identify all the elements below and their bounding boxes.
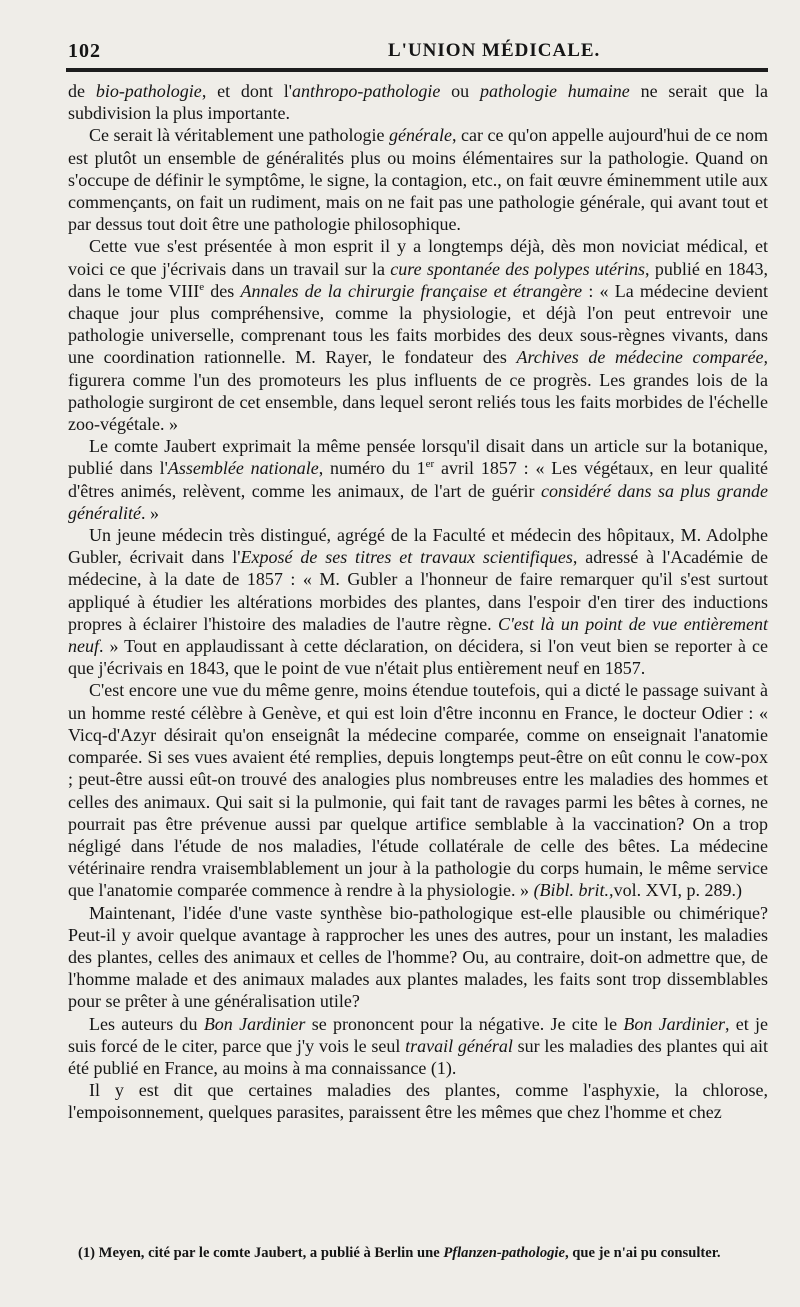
italic-text: considéré dans sa plus grande généralité [68,480,768,523]
italic-text: (Bibl. brit., [533,880,614,901]
text-run: . » Tout en applaudissant à cette déclaration, on décidera, si l'on veut bien se reporter à ce que j'écrivais en 1843, que le point de vue n'était plus entièrement neuf en 1857. [68,636,768,679]
text-run: vol. XVI, p. 289.) [613,880,743,901]
superscript: e [199,280,205,293]
text-run: ne serait que la subdivision la plus importante. [68,81,768,124]
italic-text: bio-pathologie [95,81,202,101]
text-run: , que je n'ai pu consulter. [564,1245,721,1261]
paragraph [68,1079,768,1123]
text-run: figurera comme l'un des promoteurs les plus influents de ce progrès. Les grandes lois de la pathologie surgiront de cet ensemble, dans lequel seront reliés tous les faits morbides de l'échelle zoo-végétale. » [68,369,768,435]
italic-text: Pflanzen-pathologie [443,1245,565,1261]
italic-text: pathologie humaine [479,81,630,101]
text-run: ou [440,81,480,101]
text-run: Il y est dit que certaines maladies des plantes, comme l'asphyxie, la chlorose, l'empoisonnement, quelques parasites, paraissent être les mêmes que chez l'homme et chez [68,1080,768,1123]
italic-text: C'est là un point de vue entièrement neuf [68,613,768,657]
page-number: 102 [68,40,101,62]
paragraph [68,679,768,901]
header-rule [66,68,768,72]
superscript: er [425,458,435,471]
text-run: Maintenant, l'idée d'une vaste synthèse bio-pathologique est-elle plausible ou chimérique? Peut-il y avoir quelque avantage à rapprocher les unes des autres, pour un instant, les maladies des plantes, celles des animaux et celles de l'homme? Ou, au contraire, doit-on admettre que, de l'homme malade et des animaux malades aux plantes malades, les faits sont trop dissemblables pour se prêter à une généralisation utile? [68,902,768,1012]
italic-text: générale [389,125,452,146]
italic-text: Annales de la chirurgie française et étrangère [240,280,583,301]
footnote [78,1244,768,1262]
text-run: Ce serait là véritablement une pathologie [89,125,389,146]
italic-text: cure spontanée des polypes utérins [390,258,645,279]
text-run: des [204,280,241,301]
text-run: se prononcent pour la négative. Je cite le [305,1013,624,1034]
paragraph [68,80,768,124]
italic-text: Bon Jardinier [623,1013,725,1034]
text-run: . » [140,502,159,523]
text-run: , et je suis forcé de le citer, parce que j'y vois le seul [68,1013,768,1056]
italic-text: Bon Jardinier [203,1013,306,1034]
text-run: , adressé à l'Académie de médecine, à la date de 1857 : « M. Gubler a l'honneur de faire remarquer qu'il s'est surtout appliqué à étudier les altérations morbides des plantes, dans l'espoir d'en tirer des inductions propres à éclairer l'histoire des maladies de l'autre règne. [68,547,768,634]
text-run: Cette vue s'est présentée à mon esprit il y a longtemps déjà, dès mon noviciat médical, et voici ce que j'écrivais dans un travail sur la [68,236,768,279]
text-run: , car ce qu'on appelle aujourd'hui de ce nom est plutôt un ensemble de généralités plus ou moins élémentaires sur la pathologie. Quand on s'occupe de définir le symptôme, le signe, la contagion, etc., on fait œuvre éminemment utile aux commençants, on fait un rudiment, mais on ne fait pas une pathologie générale, qui avant tout et par dessus tout doit être une pathologie philosophique. [68,125,768,235]
paragraph [68,124,768,235]
text-run: , publié en 1843, dans le tome VIII [68,258,768,301]
italic-text: Exposé de ses titres et travaux scientifiques [240,547,573,568]
paragraph [68,435,768,524]
body-text [68,80,768,1124]
text-run: C'est encore une vue du même genre, moins étendue toutefois, qui a dicté le passage suivant à un homme resté célèbre à Genève, et qui est loin d'être inconnu en France, le docteur Odier : « Vicq-d'Azyr désirait qu'on enseignât la médecine comparée, comme on enseignait l'anatomie comparée. Si ses vues avaient été remplies, depuis longtemps peut-être on eût connu le cow-pox ; peut-être aussi eût-on trouvé des analogies plus nombreuses entre les maladies des hommes et celles des animaux. Qui sait si la pulmonie, qui fait tant de ravages parmi les bêtes à cornes, ne pourrait pas être prévenue aussi par quelque artifice semblable à la vaccination? On a trop négligé dans l'étude de nos maladies, l'étude collatérale de celle des bêtes. La médecine vétérinaire rendra vraisemblablement un jour à la pathologie du corps humain, le même service que l'anatomie comparée commence à rendre à la physiologie. » [68,680,768,901]
paragraph [68,235,768,435]
text-run: Un jeune médecin très distingué, agrégé de la Faculté et médecin des hôpitaux, M. Adolphe Gubler, écrivait dans l' [68,525,768,568]
paragraph [68,1013,768,1080]
text-run: sur les maladies des plantes qui ait été publié en France, au moins à ma connaissance (1). [68,1035,768,1078]
text-run: de [68,81,96,101]
text-run: , numéro du 1 [318,458,426,479]
text-run: avril 1857 : « Les végétaux, en leur qualité d'êtres animés, relèvent, comme les animaux, de l'art de guérir [68,458,769,501]
text-run: Les auteurs du [89,1013,204,1034]
page-header [68,36,758,62]
paragraph [68,524,768,679]
paragraph [68,902,768,1013]
running-title: L'UNION MÉDICALE. [388,40,601,61]
text-run: : « La médecine devient chaque jour plus compréhensive, comme la physiologie, et déjà l'on peut entrevoir une pathologie universelle, comprenant tous les faits morbides des deux sous-règnes vivants, dans une coordination rationnelle. M. Rayer, le fondateur des [68,280,768,368]
text-run: , et dont l' [201,81,292,101]
italic-text: travail général [405,1035,513,1056]
italic-text: Assemblée nationale [167,458,319,479]
text-run: Le comte Jaubert exprimait la même pensée lorsqu'il disait dans un article sur la botanique, publié dans l' [68,436,768,479]
italic-text: anthropo-pathologie [292,81,441,101]
italic-text: Archives de médecine comparée, [516,347,768,368]
text-run: (1) Meyen, cité par le comte Jaubert, a publié à Berlin une [78,1245,444,1261]
